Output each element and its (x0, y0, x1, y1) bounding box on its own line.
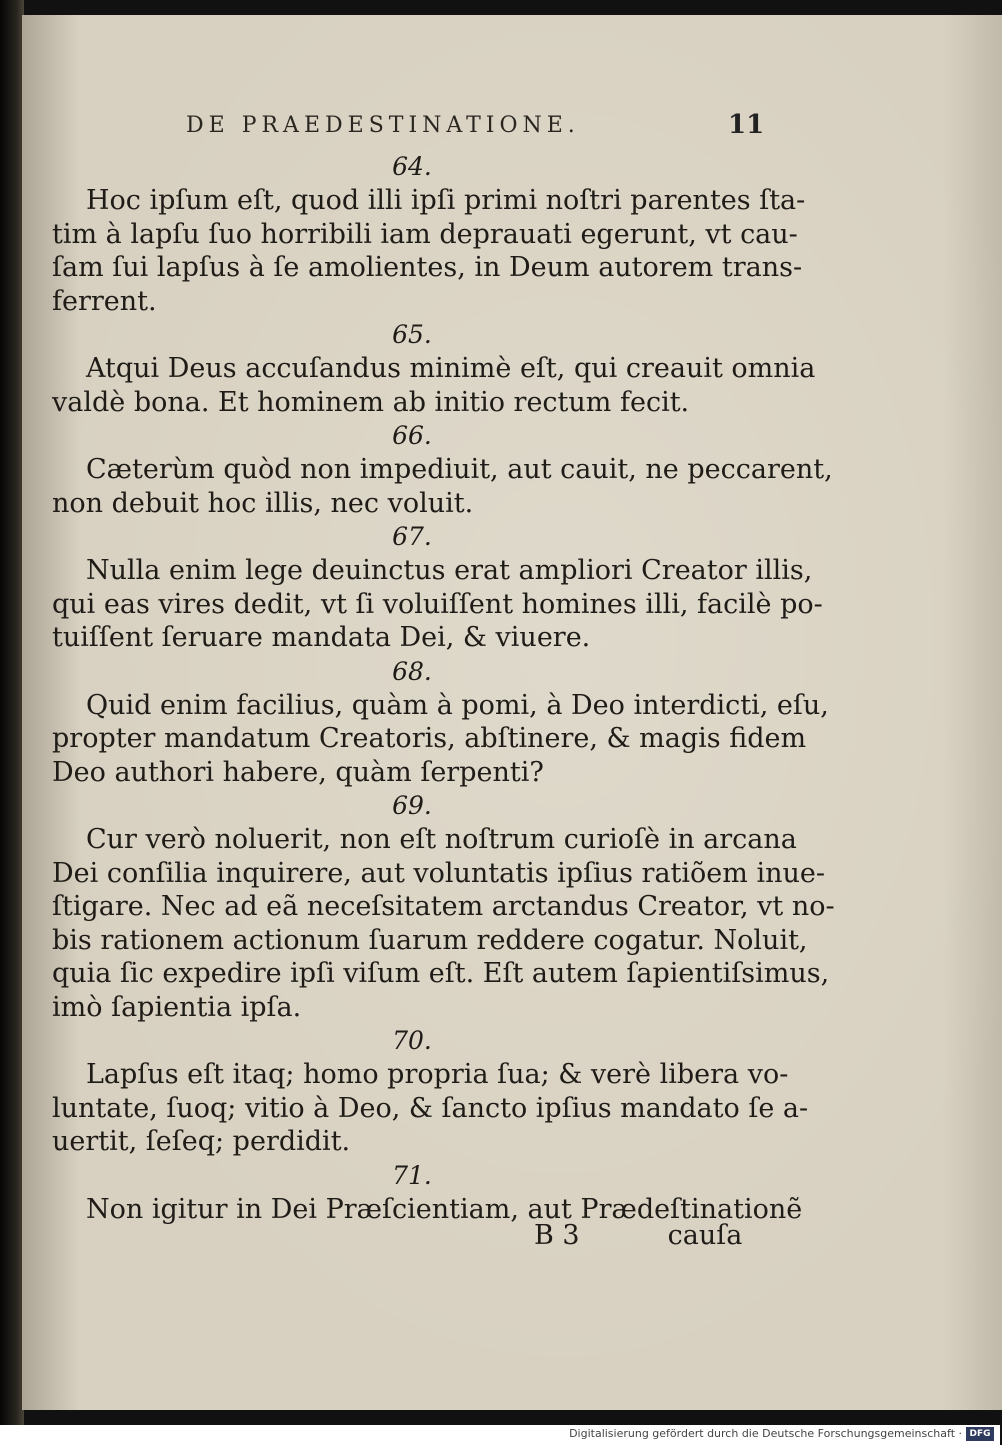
text-line: tuiſſent ſeruare mandata Dei, & viuere. (52, 622, 591, 653)
text-line: quia ſic expedire ipſi viſum eſt. Eſt autem ſapientiſsimus, (52, 958, 830, 989)
section-number: 65. (392, 320, 432, 349)
text-line: bis rationem actionum ſuarum reddere cogatur. Noluit, (52, 924, 808, 956)
text-line: ferrent. (52, 285, 157, 317)
section-number: 69. (392, 791, 432, 820)
running-head: DE PRAEDESTINATIONE. (186, 113, 580, 138)
paragraph (52, 352, 816, 419)
paragraph (52, 184, 806, 318)
text-line: Non igitur in Dei Præſcientiam, aut Prædeſtinationẽ (86, 1193, 803, 1225)
text-line: luntate, ſuoq; vitio à Deo, & ſancto ipſius mandato ſe a- (52, 1092, 809, 1124)
text-line: Dei conſilia inquirere, aut voluntatis ipſius ratiõem inue- (52, 857, 825, 889)
catchline (534, 1220, 774, 1251)
text-line: Hoc ipſum eſt, quod illi ipſi primi noſtri parentes ſta- (86, 185, 806, 216)
text-line: propter mandatum Creatoris, abſtinere, & magis fidem (52, 723, 807, 754)
paragraph (52, 453, 833, 520)
text-line: qui eas vires dedit, vt ſi voluiſſent homines illi, facilè po- (52, 588, 823, 620)
text-line: uertit, ſeſeq; perdidit. (52, 1126, 351, 1157)
page-number: 11 (728, 110, 765, 140)
text-line: tim à lapſu ſuo horribili iam deprauati egerunt, vt cau- (52, 218, 798, 250)
section-number: 66. (392, 421, 432, 450)
text-line: ſtigare. Nec ad eã neceſsitatem arctandus Creator, vt no- (52, 891, 835, 922)
body-text (52, 150, 835, 1226)
signature-mark: B 3 (534, 1220, 580, 1251)
section-number: 67. (392, 522, 432, 551)
text-line: valdè bona. Et hominem ab initio rectum fecit. (52, 386, 690, 418)
section-number: 70. (392, 1026, 432, 1055)
catchword: cauſa (667, 1220, 743, 1251)
paragraph (52, 689, 829, 790)
digitization-credit: Digitalisierung gefördert durch die Deutsche Forschungsgemeinschaft · (569, 1427, 962, 1440)
section-number: 71. (392, 1160, 432, 1190)
paragraph (52, 823, 835, 1024)
text-line: Cur verò noluerit, non eſt noſtrum curioſè in arcana (86, 824, 797, 855)
paragraph (52, 554, 823, 655)
text-line: ſam ſui lapſus à ſe amolientes, in Deum autorem trans- (52, 252, 803, 283)
section-number: 68. (392, 656, 432, 686)
text-line: Cæterùm quòd non impediuit, aut cauit, ne peccarent, (86, 454, 833, 485)
section-number: 64. (392, 152, 432, 181)
text-line: non debuit hoc illis, nec voluit. (52, 487, 474, 519)
text-line: imò ſapientia ipſa. (52, 991, 302, 1023)
paragraph (52, 1058, 809, 1159)
text-line: Deo authori habere, quàm ſerpenti? (52, 756, 544, 788)
text-line: Lapſus eſt itaq; homo propria ſua; & verè libera vo- (86, 1059, 789, 1090)
text-line: Nulla enim lege deuinctus erat ampliori Creator illis, (86, 555, 813, 586)
dfg-logo-icon: DFG (966, 1427, 994, 1441)
text-line: Quid enim facilius, quàm à pomi, à Deo interdicti, eſu, (86, 689, 829, 721)
text-line: Atqui Deus accuſandus minimè eſt, qui creauit omnia (86, 353, 816, 384)
